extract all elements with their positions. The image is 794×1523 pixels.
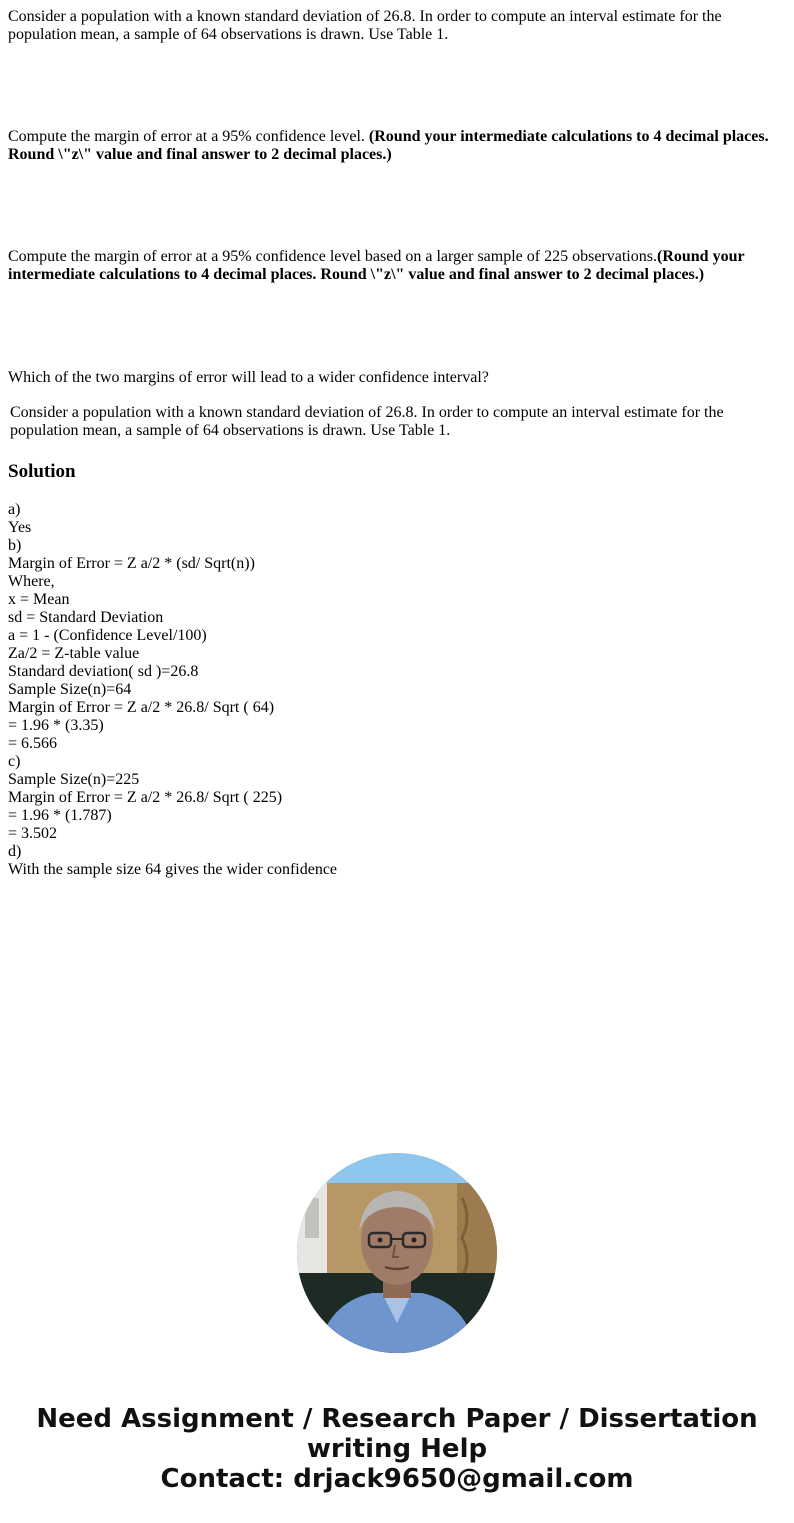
solution-line: Margin of Error = Z a/2 * (sd/ Sqrt(n)) bbox=[8, 555, 255, 572]
question-part-c-text: Compute the margin of error at a 95% confidence level based on a larger sample of 225 observations. bbox=[8, 248, 657, 265]
solution-line: With the sample size 64 gives the wider confidence bbox=[8, 861, 338, 878]
question-intro: Consider a population with a known standard deviation of 26.8. In order to compute an interval estimate for the population mean, a sample of 64 observations is drawn. Use Table 1. bbox=[8, 8, 722, 43]
question-part-c-instruction: (Round your intermediate calculations to 4 decimal places. Round \"z\" value and final answer to 2 decimal places.) bbox=[8, 248, 745, 283]
solution-line: a) bbox=[8, 501, 21, 518]
solution-line: = 1.96 * (1.787) bbox=[8, 807, 112, 824]
footer-banner bbox=[0, 1404, 794, 1494]
solution-line: Sample Size(n)=64 bbox=[8, 681, 132, 698]
solution-line: Margin of Error = Z a/2 * 26.8/ Sqrt ( 64) bbox=[8, 699, 275, 716]
solution-line: a = 1 - (Confidence Level/100) bbox=[8, 627, 207, 644]
solution-lines bbox=[8, 501, 337, 879]
tutor-photo-icon bbox=[297, 1153, 497, 1353]
question-part-b-instruction: (Round your intermediate calculations to 4 decimal places. Round \"z\" value and final answer to 2 decimal places.) bbox=[8, 128, 769, 163]
question-part-b-text: Compute the margin of error at a 95% confidence level. bbox=[8, 128, 369, 145]
question-part-d: Which of the two margins of error will lead to a wider confidence interval? bbox=[8, 369, 489, 386]
question-part-c bbox=[8, 248, 784, 284]
solution-line: Where, bbox=[8, 573, 55, 590]
solution-heading: Solution bbox=[8, 461, 76, 482]
solution-line: = 6.566 bbox=[8, 735, 58, 752]
solution-line: x = Mean bbox=[8, 591, 70, 608]
question-intro-repeat: Consider a population with a known standard deviation of 26.8. In order to compute an interval estimate for the population mean, a sample of 64 observations is drawn. Use Table 1. bbox=[10, 404, 724, 439]
solution-line: c) bbox=[8, 753, 21, 770]
solution-line: Za/2 = Z-table value bbox=[8, 645, 140, 662]
solution-line: Margin of Error = Z a/2 * 26.8/ Sqrt ( 225) bbox=[8, 789, 283, 806]
footer-line-2: writing Help bbox=[306, 1434, 488, 1464]
solution-line: Sample Size(n)=225 bbox=[8, 771, 140, 788]
solution-line: sd = Standard Deviation bbox=[8, 609, 164, 626]
solution-line: Standard deviation( sd )=26.8 bbox=[8, 663, 199, 680]
footer-line-1: Need Assignment / Research Paper / Dissertation bbox=[36, 1404, 758, 1434]
solution-line: b) bbox=[8, 537, 22, 554]
solution-line: = 1.96 * (3.35) bbox=[8, 717, 104, 734]
question-part-b bbox=[8, 128, 784, 164]
solution-line: = 3.502 bbox=[8, 825, 58, 842]
footer-contact: Contact: drjack9650@gmail.com bbox=[160, 1464, 634, 1494]
tutor-photo-svg bbox=[297, 1153, 497, 1353]
solution-line: d) bbox=[8, 843, 22, 860]
solution-line: Yes bbox=[8, 519, 32, 536]
